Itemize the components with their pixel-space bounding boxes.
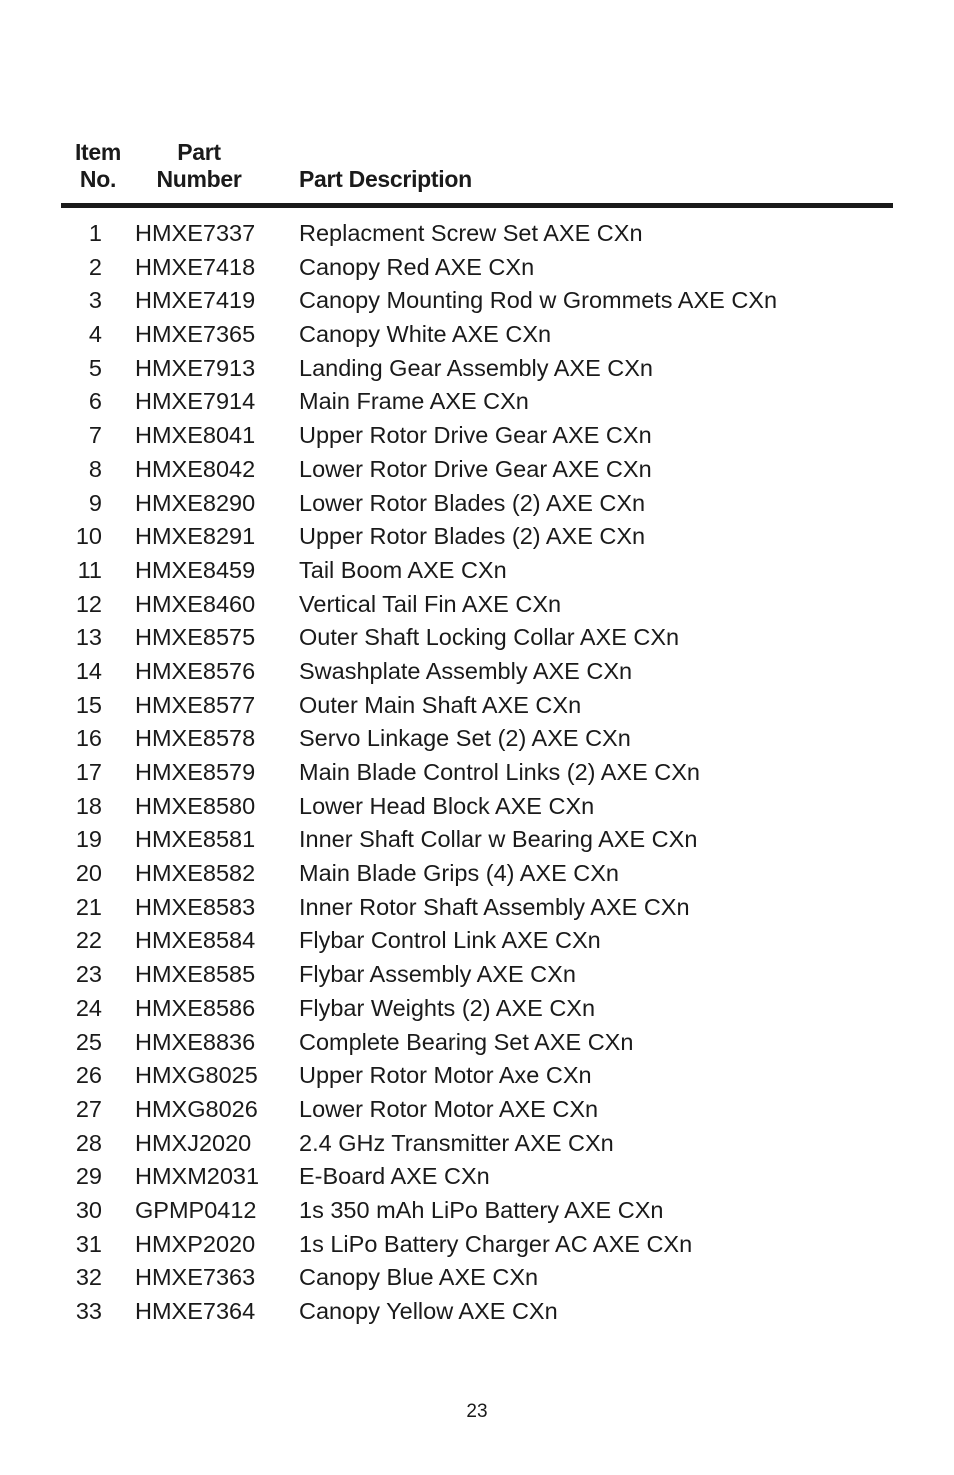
part-description: Tail Boom AXE CXn bbox=[299, 556, 507, 583]
part-description: Lower Rotor Motor AXE CXn bbox=[299, 1095, 599, 1122]
item-number: 23 bbox=[75, 961, 102, 988]
table-row bbox=[0, 1093, 954, 1127]
part-description: Swashplate Assembly AXE CXn bbox=[299, 657, 633, 684]
part-description: Main Frame AXE CXn bbox=[299, 388, 529, 415]
part-number: HMXE7363 bbox=[135, 1264, 256, 1291]
header-item-no bbox=[62, 139, 134, 193]
part-number: HMXM2031 bbox=[135, 1163, 260, 1190]
item-number: 19 bbox=[75, 826, 102, 853]
header-part-line1: Part bbox=[177, 139, 221, 165]
part-description: Upper Rotor Motor Axe CXn bbox=[299, 1062, 592, 1089]
table-row bbox=[0, 487, 954, 521]
part-number: GPMP0412 bbox=[135, 1196, 257, 1223]
table-row bbox=[0, 217, 954, 251]
part-description: Upper Rotor Blades (2) AXE CXn bbox=[299, 523, 646, 550]
page-number: 23 bbox=[466, 1401, 488, 1422]
part-number: HMXE7337 bbox=[135, 220, 256, 246]
part-number: HMXE7418 bbox=[135, 253, 256, 280]
table-row bbox=[0, 924, 954, 958]
part-number: HMXE8583 bbox=[135, 893, 256, 920]
table-row bbox=[0, 790, 954, 824]
part-description: Servo Linkage Set (2) AXE CXn bbox=[299, 725, 631, 752]
part-description: Lower Head Block AXE CXn bbox=[299, 792, 595, 819]
table-row bbox=[0, 588, 954, 622]
part-number: HMXG8026 bbox=[135, 1095, 258, 1122]
header-item-line1: Item bbox=[74, 139, 122, 165]
part-number: HMXE8582 bbox=[135, 860, 256, 887]
header-part-description: Part Description bbox=[299, 166, 472, 192]
item-number: 24 bbox=[75, 994, 102, 1021]
item-number: 3 bbox=[88, 287, 102, 314]
part-number: HMXP2020 bbox=[135, 1230, 256, 1257]
part-description: Flybar Assembly AXE CXn bbox=[299, 961, 576, 988]
item-number: 6 bbox=[88, 388, 102, 415]
part-number: HMXE8581 bbox=[135, 826, 256, 853]
part-description: Flybar Weights (2) AXE CXn bbox=[299, 994, 596, 1021]
item-number: 33 bbox=[75, 1298, 102, 1324]
table-row bbox=[0, 554, 954, 588]
item-number: 9 bbox=[88, 489, 102, 516]
table-row bbox=[0, 385, 954, 419]
item-number: 28 bbox=[75, 1129, 102, 1156]
part-number: HMXE8459 bbox=[135, 556, 256, 583]
table-row bbox=[0, 1127, 954, 1161]
parts-table-body bbox=[0, 217, 954, 1329]
table-row bbox=[0, 722, 954, 756]
part-description: Canopy Blue AXE CXn bbox=[299, 1264, 539, 1291]
part-number: HMXE7913 bbox=[135, 354, 256, 381]
table-row bbox=[0, 621, 954, 655]
item-number: 12 bbox=[75, 590, 102, 617]
table-row bbox=[0, 823, 954, 857]
part-number: HMXJ2020 bbox=[135, 1129, 252, 1156]
part-description: Canopy White AXE CXn bbox=[299, 321, 552, 348]
item-number: 20 bbox=[75, 860, 102, 887]
part-description: 1s LiPo Battery Charger AC AXE CXn bbox=[299, 1230, 693, 1257]
part-description: Outer Main Shaft AXE CXn bbox=[299, 691, 582, 718]
part-description: Upper Rotor Drive Gear AXE CXn bbox=[299, 422, 652, 449]
item-number: 13 bbox=[75, 624, 102, 651]
item-number: 8 bbox=[88, 455, 102, 482]
part-description: Landing Gear Assembly AXE CXn bbox=[299, 354, 654, 381]
part-number: HMXE8575 bbox=[135, 624, 256, 651]
item-number: 2 bbox=[88, 253, 102, 280]
part-description: Complete Bearing Set AXE CXn bbox=[299, 1028, 634, 1055]
item-number: 21 bbox=[75, 893, 102, 920]
table-row bbox=[0, 1194, 954, 1228]
header-part-line2: Number bbox=[156, 166, 242, 192]
table-row bbox=[0, 419, 954, 453]
table-row bbox=[0, 352, 954, 386]
part-description: Canopy Red AXE CXn bbox=[299, 253, 535, 280]
part-number: HMXG8025 bbox=[135, 1062, 258, 1089]
part-description: Inner Rotor Shaft Assembly AXE CXn bbox=[299, 893, 690, 920]
part-number: HMXE8291 bbox=[135, 523, 256, 550]
table-row bbox=[0, 1059, 954, 1093]
part-number: HMXE8586 bbox=[135, 994, 256, 1021]
table-row bbox=[0, 756, 954, 790]
header-part-number bbox=[150, 139, 248, 193]
part-description: Canopy Yellow AXE CXn bbox=[299, 1298, 558, 1324]
item-number: 18 bbox=[75, 792, 102, 819]
item-number: 27 bbox=[75, 1095, 102, 1122]
item-number: 11 bbox=[77, 556, 102, 583]
part-number: HMXE7419 bbox=[135, 287, 256, 314]
item-number: 30 bbox=[75, 1196, 102, 1223]
part-description: Lower Rotor Drive Gear AXE CXn bbox=[299, 455, 652, 482]
part-number: HMXE8576 bbox=[135, 657, 256, 684]
table-row bbox=[0, 891, 954, 925]
part-number: HMXE8579 bbox=[135, 759, 256, 785]
part-description: Main Blade Grips (4) AXE CXn bbox=[299, 860, 619, 887]
item-number: 26 bbox=[75, 1062, 102, 1089]
part-description: Lower Rotor Blades (2) AXE CXn bbox=[299, 489, 646, 516]
item-number: 16 bbox=[75, 725, 102, 752]
header-divider bbox=[61, 203, 893, 208]
item-number: 1 bbox=[88, 220, 102, 246]
part-number: HMXE8836 bbox=[135, 1028, 256, 1055]
item-number: 5 bbox=[88, 354, 102, 381]
part-description: E-Board AXE CXn bbox=[299, 1163, 490, 1190]
table-row bbox=[0, 1295, 954, 1329]
part-description: Canopy Mounting Rod w Grommets AXE CXn bbox=[299, 287, 778, 314]
part-number: HMXE7364 bbox=[135, 1298, 256, 1324]
table-row bbox=[0, 284, 954, 318]
part-number: HMXE8580 bbox=[135, 792, 256, 819]
item-number: 32 bbox=[75, 1264, 102, 1291]
header-item-line2: No. bbox=[79, 166, 117, 192]
item-number: 4 bbox=[88, 321, 102, 348]
item-number: 31 bbox=[75, 1230, 102, 1257]
part-description: 1s 350 mAh LiPo Battery AXE CXn bbox=[299, 1196, 664, 1223]
part-description: Outer Shaft Locking Collar AXE CXn bbox=[299, 624, 680, 651]
part-number: HMXE8042 bbox=[135, 455, 256, 482]
table-row bbox=[0, 992, 954, 1026]
part-number: HMXE7914 bbox=[135, 388, 256, 415]
part-number: HMXE8041 bbox=[135, 422, 256, 449]
table-row bbox=[0, 318, 954, 352]
table-row bbox=[0, 1160, 954, 1194]
item-number: 25 bbox=[75, 1028, 102, 1055]
item-number: 14 bbox=[75, 657, 102, 684]
item-number: 7 bbox=[88, 422, 102, 449]
table-row bbox=[0, 857, 954, 891]
part-description: Replacment Screw Set AXE CXn bbox=[299, 220, 643, 246]
table-row bbox=[0, 453, 954, 487]
item-number: 15 bbox=[75, 691, 102, 718]
item-number: 10 bbox=[75, 523, 102, 550]
item-number: 17 bbox=[75, 759, 102, 785]
part-number: HMXE8585 bbox=[135, 961, 256, 988]
table-row bbox=[0, 251, 954, 285]
part-number: HMXE8290 bbox=[135, 489, 256, 516]
part-description: Main Blade Control Links (2) AXE CXn bbox=[299, 759, 700, 785]
part-number: HMXE8578 bbox=[135, 725, 256, 752]
table-row bbox=[0, 1228, 954, 1262]
table-row bbox=[0, 520, 954, 554]
table-row bbox=[0, 655, 954, 689]
table-row bbox=[0, 958, 954, 992]
part-number: HMXE8460 bbox=[135, 590, 256, 617]
part-description: Inner Shaft Collar w Bearing AXE CXn bbox=[299, 826, 698, 853]
part-description: 2.4 GHz Transmitter AXE CXn bbox=[299, 1129, 614, 1156]
table-row bbox=[0, 1261, 954, 1295]
part-description: Vertical Tail Fin AXE CXn bbox=[299, 590, 562, 617]
part-number: HMXE8584 bbox=[135, 927, 256, 954]
table-row bbox=[0, 689, 954, 723]
part-description: Flybar Control Link AXE CXn bbox=[299, 927, 601, 954]
item-number: 29 bbox=[75, 1163, 102, 1190]
item-number: 22 bbox=[75, 927, 102, 954]
part-number: HMXE8577 bbox=[135, 691, 256, 718]
part-number: HMXE7365 bbox=[135, 321, 256, 348]
table-row bbox=[0, 1026, 954, 1060]
